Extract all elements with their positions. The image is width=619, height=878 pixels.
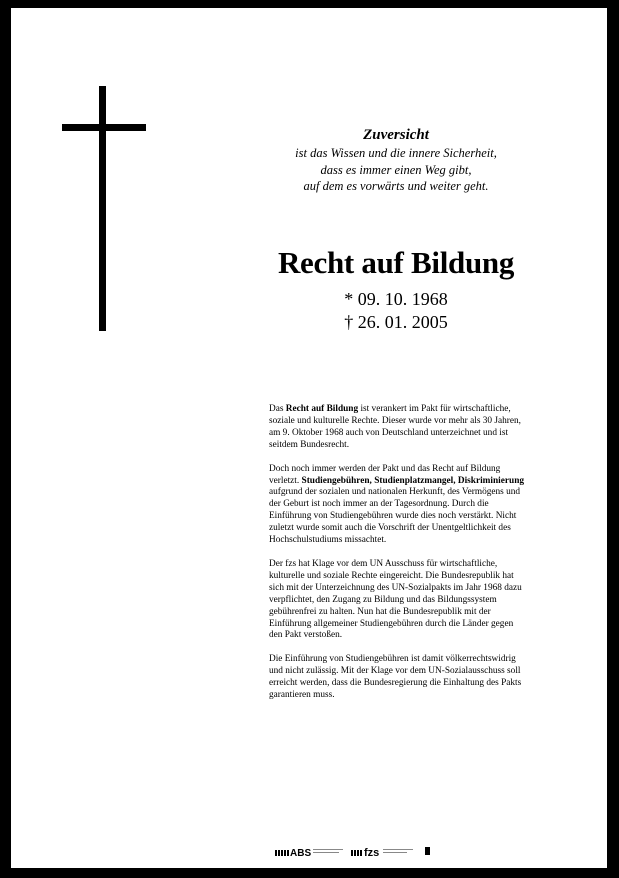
abs-logo [275, 844, 347, 858]
cross-icon-bar [62, 124, 146, 131]
quote-block [261, 126, 531, 195]
text: Das [269, 404, 286, 414]
quote-line: ist das Wissen und die innere Sicherheit, [295, 146, 497, 160]
page-title: Recht auf Bildung [277, 245, 515, 280]
fzs-logo-text: fzs [364, 847, 380, 858]
quote-line: dass es immer einen Weg gibt, [320, 162, 472, 177]
text: ist verankert im Pakt für wirtschaftliche, soziale und kulturelle Rechte. Dieser wurde vor mehr als 30 Jahren, am 9. Oktober 1968 auch von Deutschland unterzeichnet und ist seitdem Bundesrecht. [269, 404, 521, 450]
text: Doch noch immer werden der Pakt und das Recht auf Bildung verletzt. [269, 463, 501, 486]
bold-text: Studiengebühren, Studienplatzmangel, Diskriminierung [301, 475, 525, 486]
paragraph-4: Die Einführung von Studiengebühren ist damit völkerrechtswidrig und nicht zulässig. Mit der Klage vor dem UN-Sozialausschuss soll erreicht werden, dass die Bundesregierung die Einhaltung des Pakts garantieren muss. [269, 654, 522, 701]
quote-line: auf dem es vorwärts und weiter geht. [303, 179, 489, 193]
paragraph-3: Der fzs hat Klage vor dem UN Ausschuss für wirtschaftliche, kulturelle und soziale Rechte eingereicht. Die Bundesrepublik hat sich mit der Unterzeichnung des UN-Sozialpakts im Jahr 1968 dazu verpflichtet, den Zugang zu Bildung und das Bildungssystem gebührenfrei zu halten. Nun hat die Bundesrepublik mit der Einführung allgemeiner Studiengebühren durch die Länder gegen den Pakt verstoßen. [269, 558, 522, 641]
bold-text: Recht auf Bildung [285, 404, 359, 414]
dates-block [246, 288, 546, 334]
footer-logos [275, 844, 475, 858]
body-text [269, 404, 527, 714]
birth-date: * 09. 10. 1968 [344, 289, 448, 309]
cross-icon [99, 86, 106, 331]
abs-logo-text: ABS [290, 848, 312, 858]
fzs-logo [351, 844, 431, 858]
death-date: † 26. 01. 2005 [344, 312, 448, 332]
paragraph-2 [269, 464, 527, 547]
obituary-page [11, 8, 607, 868]
paragraph-1 [269, 404, 527, 452]
quote-title: Zuversicht [363, 127, 429, 143]
logo-bar [425, 847, 430, 855]
text: aufgrund der sozialen und nationalen Herkunft, des Vermögens und der Geburt ist noch immer an der Tagesordnung. Durch die Einführung von Studiengebühren wurde dies noch verstärkt. Nicht zuletzt wurde somit auch die Vorschrift der Unentgeltlichkeit des Hochschulstudiums missachtet. [269, 487, 521, 546]
